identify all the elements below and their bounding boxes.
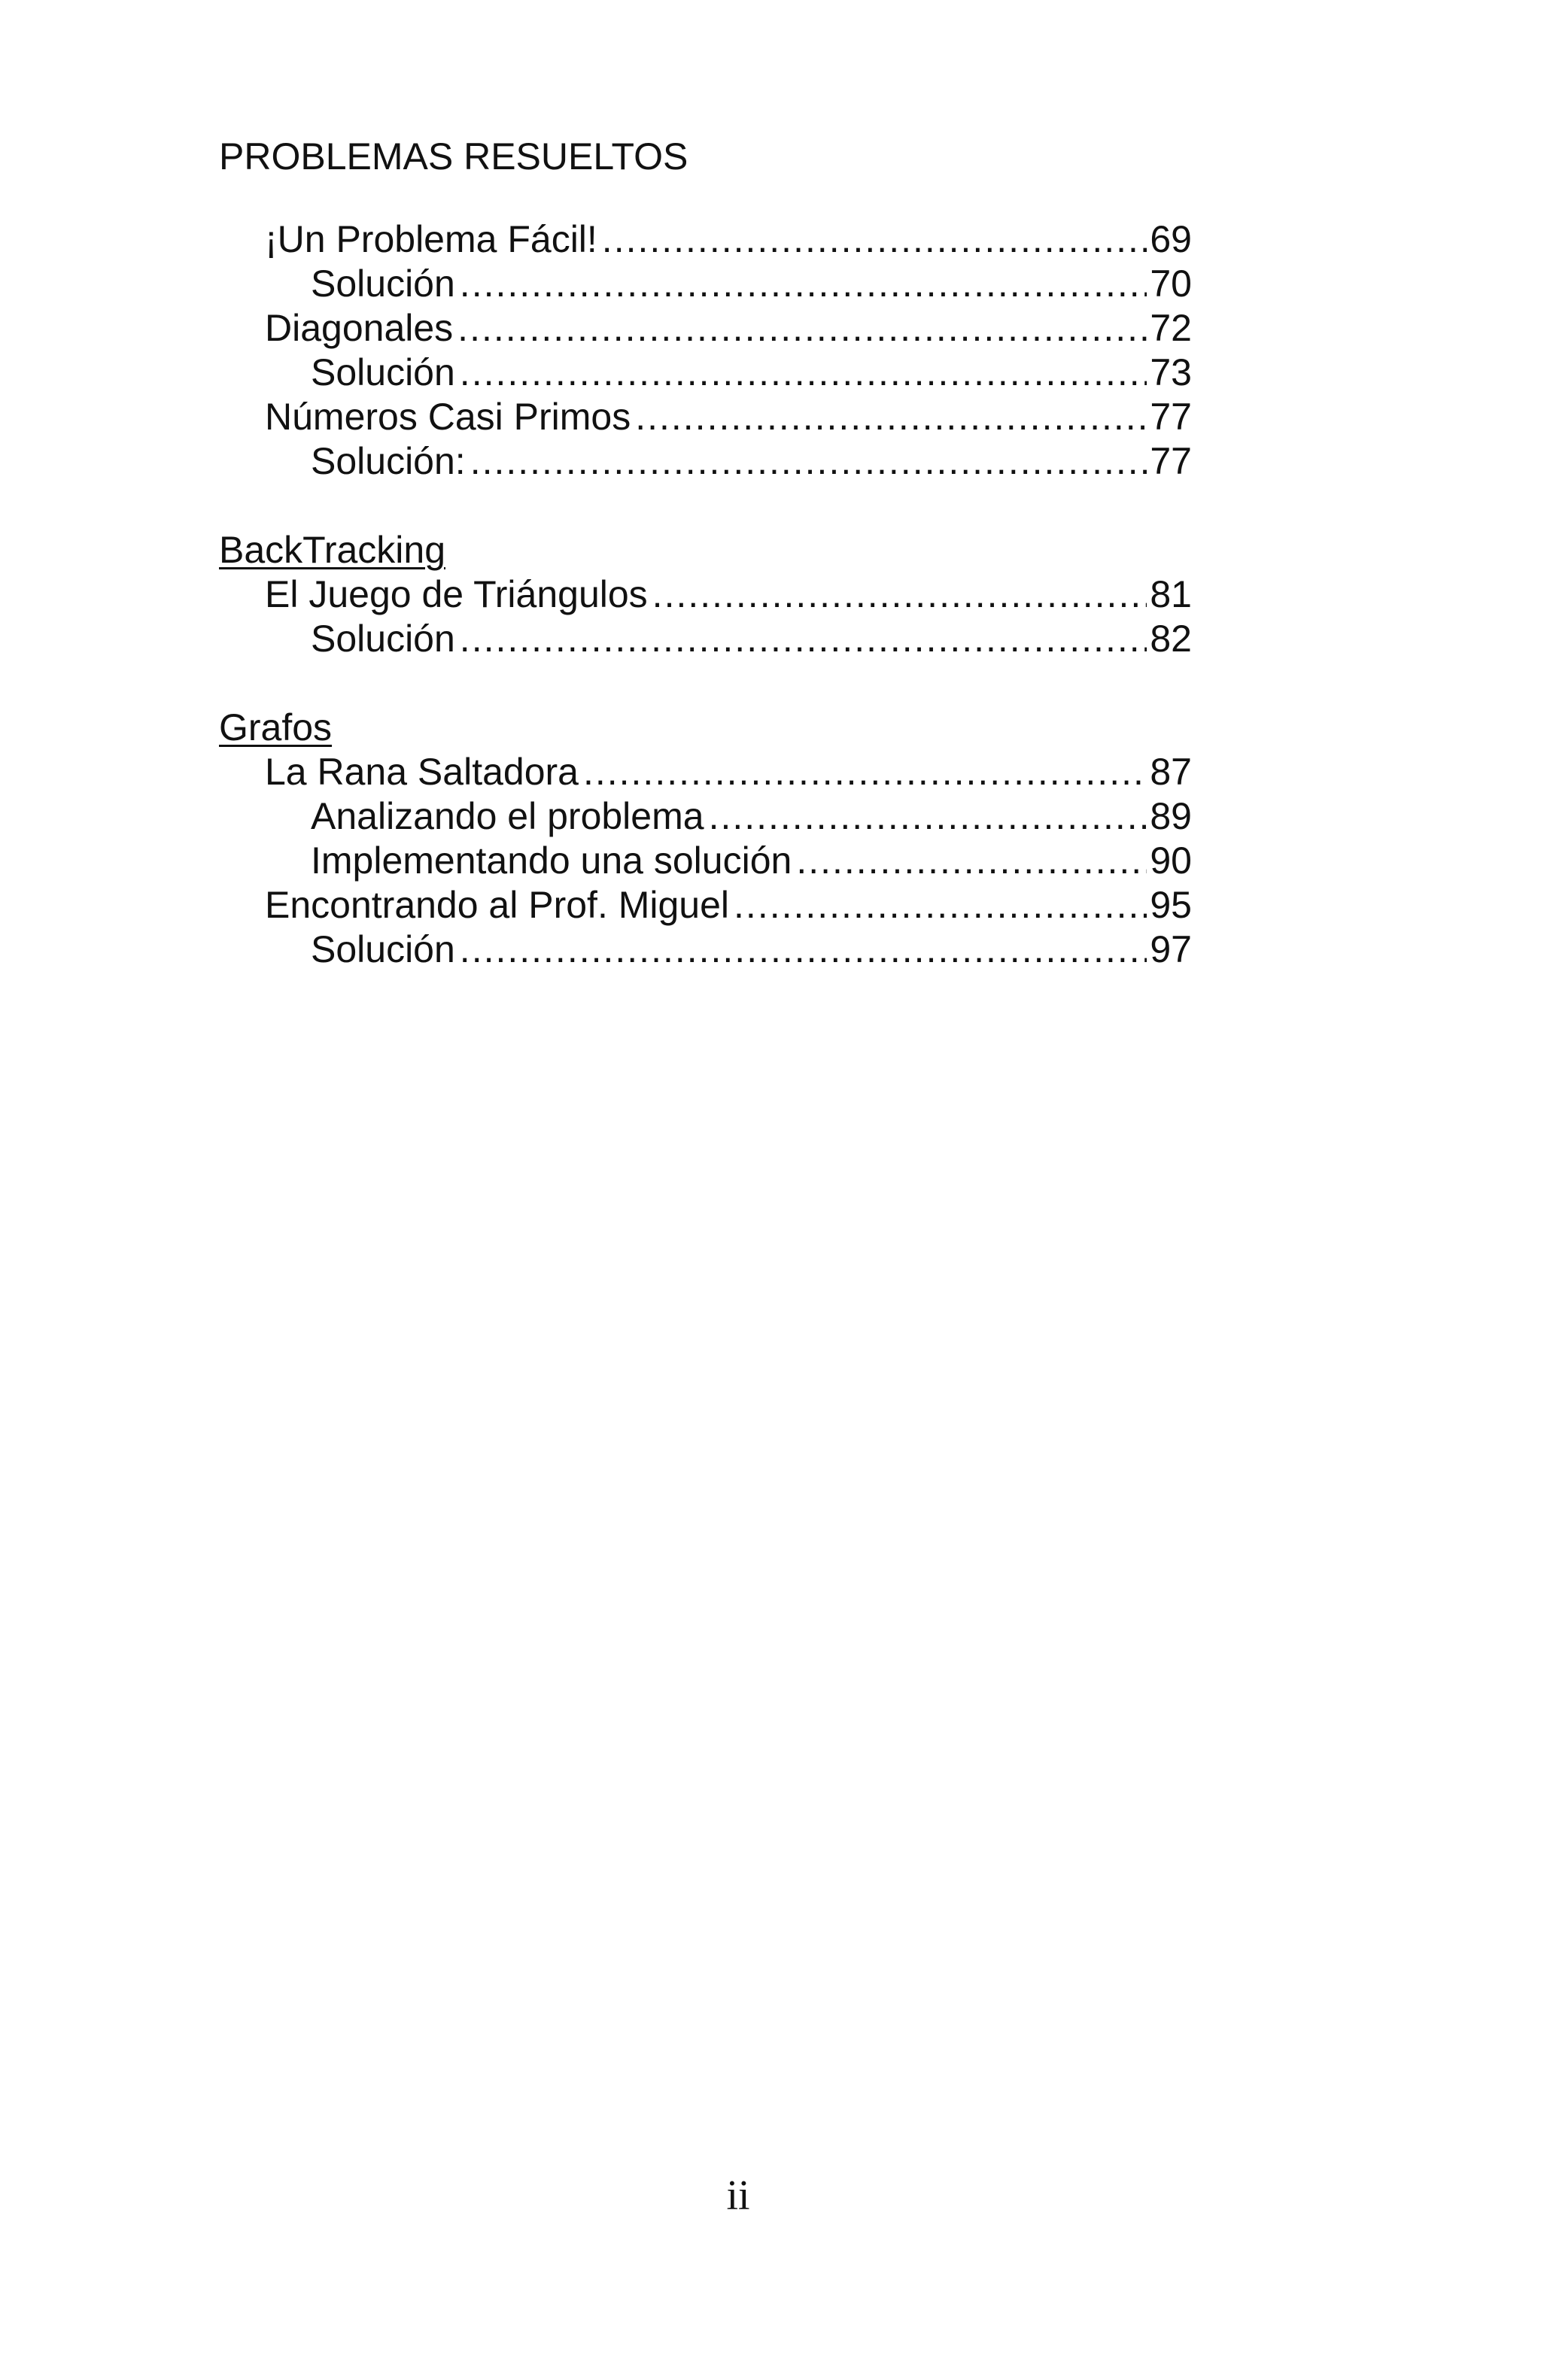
- toc-entry: [265, 394, 1192, 439]
- toc-entry-label: La Rana Saltadora: [265, 751, 579, 793]
- toc-entry: [265, 305, 1192, 351]
- toc-entry-page: 89: [1150, 795, 1192, 837]
- toc-entry-label: Encontrando al Prof. Miguel: [265, 884, 730, 926]
- toc-entry-page: 81: [1150, 573, 1192, 615]
- dot-leader: [796, 838, 1147, 883]
- toc-entry-label: Solución: [311, 263, 455, 305]
- toc-entry: [311, 794, 1192, 839]
- toc-entry: [311, 261, 1192, 306]
- toc-entry-page: 77: [1150, 440, 1192, 482]
- toc-entry-label: Solución: [311, 618, 455, 660]
- dot-leader: [460, 350, 1147, 395]
- toc-entry-label: Analizando el problema: [311, 795, 704, 837]
- toc-entry-page: 70: [1150, 263, 1192, 305]
- toc-entry-page: 69: [1150, 218, 1192, 260]
- dot-leader: [470, 439, 1147, 484]
- toc-entry: [265, 217, 1192, 262]
- main-heading: PROBLEMAS RESUELTOS: [219, 135, 688, 178]
- toc-entry-label: Diagonales: [265, 307, 454, 349]
- toc-entry-page: 77: [1150, 396, 1192, 438]
- toc-entry-page: 90: [1150, 839, 1192, 882]
- toc-entry-label: Solución:: [311, 440, 466, 482]
- dot-leader: [457, 305, 1147, 351]
- toc-entry: [265, 882, 1192, 927]
- dot-leader: [602, 217, 1147, 262]
- toc-entry-label: El Juego de Triángulos: [265, 573, 648, 615]
- dot-leader: [583, 749, 1147, 794]
- section-heading-grafos: Grafos: [219, 706, 333, 748]
- dot-leader: [460, 616, 1147, 661]
- dot-leader: [460, 261, 1147, 306]
- toc-entry-page: 73: [1150, 351, 1192, 393]
- toc-entry: [311, 927, 1192, 972]
- toc-entry-page: 82: [1150, 618, 1192, 660]
- toc-entry: [311, 439, 1192, 484]
- dot-leader: [734, 882, 1147, 927]
- page-number: ii: [726, 2172, 750, 2219]
- dot-leader: [460, 927, 1147, 972]
- toc-entry: [311, 838, 1192, 883]
- toc-entry-page: 87: [1150, 751, 1192, 793]
- dot-leader: [652, 572, 1147, 617]
- toc-entry-page: 95: [1150, 884, 1192, 926]
- toc-entry-label: Implementando una solución: [311, 839, 792, 882]
- section-heading-backtracking: BackTracking: [219, 529, 446, 571]
- toc-entry-label: Solución: [311, 928, 455, 970]
- toc-entry-label: Números Casi Primos: [265, 396, 631, 438]
- toc-entry-label: Solución: [311, 351, 455, 393]
- toc-entry: [265, 749, 1192, 794]
- toc-entry-label: ¡Un Problema Fácil!: [265, 218, 597, 260]
- dot-leader: [635, 394, 1147, 439]
- toc-entry: [311, 616, 1192, 661]
- toc-entry-page: 72: [1150, 307, 1192, 349]
- toc-entry: [265, 572, 1192, 617]
- toc-entry-page: 97: [1150, 928, 1192, 970]
- dot-leader: [709, 794, 1147, 839]
- toc-entry: [311, 350, 1192, 395]
